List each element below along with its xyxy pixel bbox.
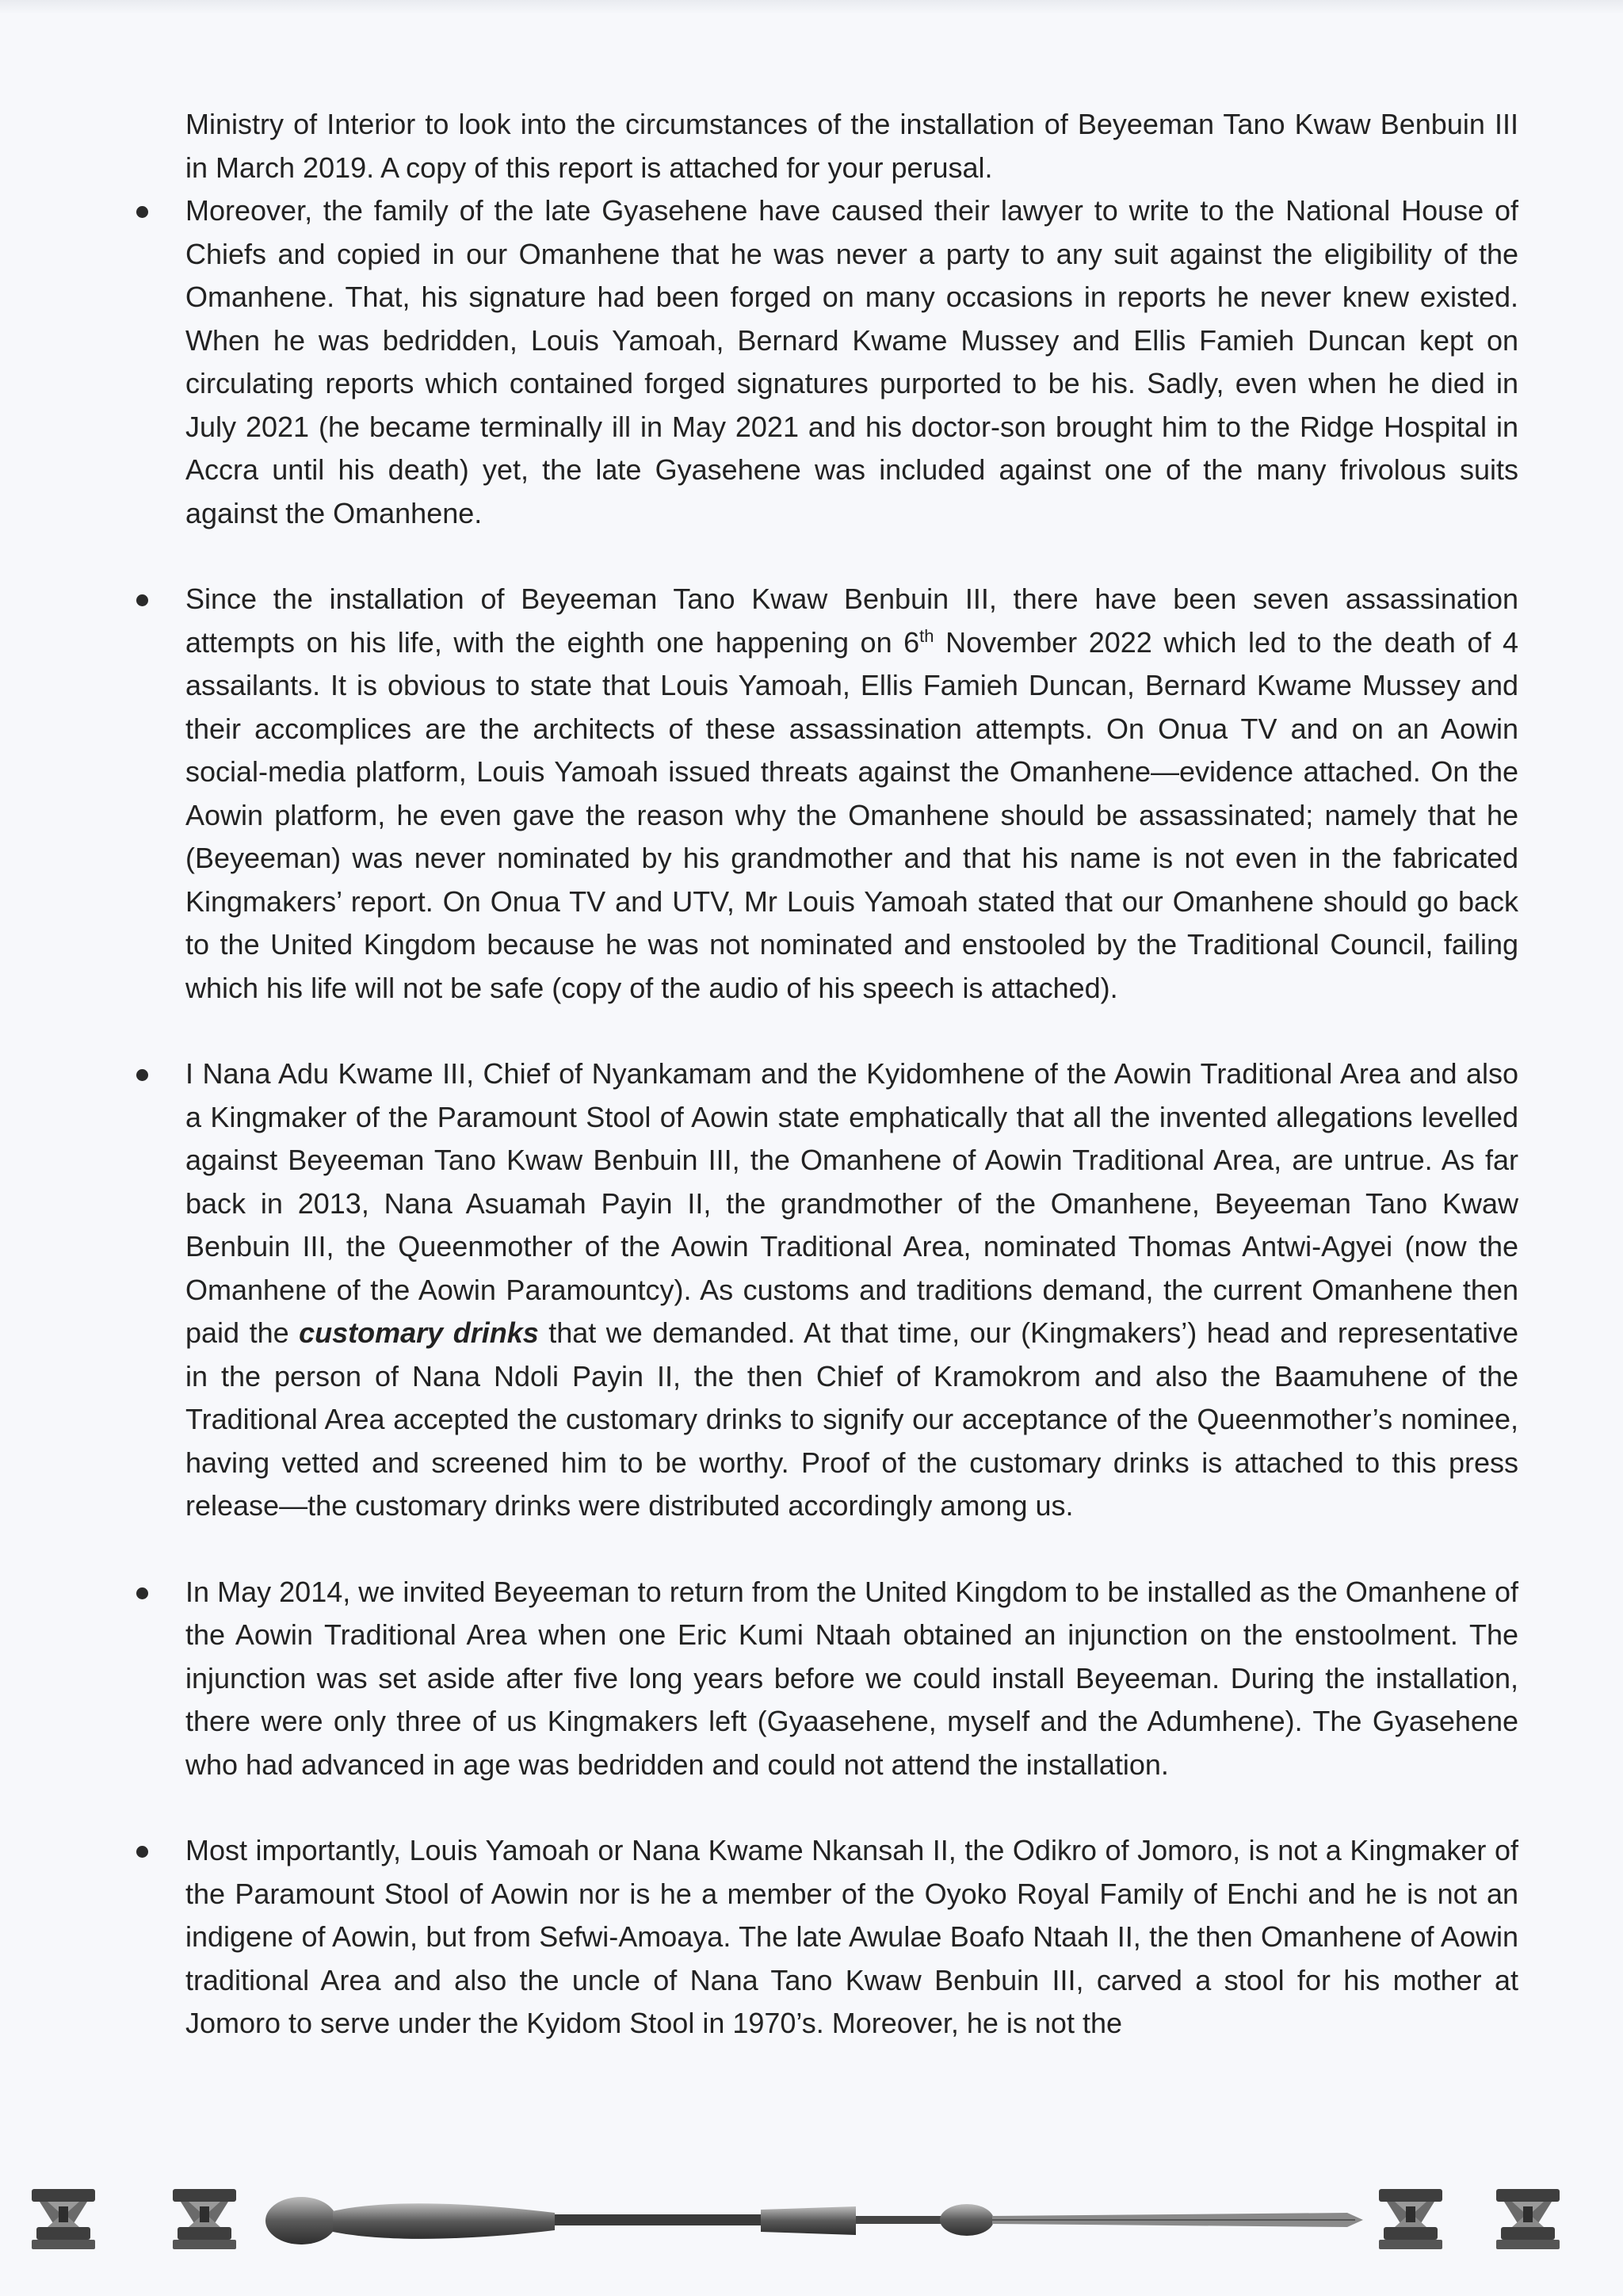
bullet-paragraph <box>185 1052 1518 1528</box>
bullet-item-2 <box>185 578 1518 1010</box>
bullet-item-4 <box>185 1571 1518 1787</box>
emphasis-text: customary drinks <box>299 1316 539 1349</box>
bullet-paragraph: Most importantly, Louis Yamoah or Nana Kwame Nkansah II, the Odikro of Jomoro, is not a Kingmaker of the Paramount Stool of Aowin nor is he a member of the Oyoko Royal Family of Enchi and he is not an indigene of Aowin, but from Sefwi-Amoaya. The late Awulae Boafo Ntaah II, the then Omanhene of Aowin traditional Area and also the uncle of Nana Tano Kwaw Benbuin III, carved a stool for his mother at Jomoro to serve under the Kyidom Stool in 1970’s. Moreover, he is not the <box>185 1834 1518 2039</box>
intro-paragraph: Ministry of Interior to look into the circumstances of the installation of Beyeeman Tano Kwaw Benbuin III in March 2019. A copy of this report is attached for your perusal. <box>185 108 1518 184</box>
bullet-marker <box>136 594 148 606</box>
bullet-text-end: November 2022 which led to the death of 4 assailants. It is obvious to state that Louis Yamoah, Ellis Famieh Duncan, Bernard Kwame Mussey and their accomplices are the architects of these assassination attempts. On Onua TV and on an Aowin social-media platform, Louis Yamoah issued threats against the Omanhene—evidence attached. On the Aowin platform, he even gave the reason why the Omanhene should be assassinated; namely that he (Beyeeman) was never nominated by his grandmother and that his name is not even in the fabricated Kingmakers’ report. On Onua TV and UTV, Mr Louis Yamoah stated that our Omanhene should go back to the United Kingdom because he was not nominated and enstooled by the Traditional Council, failing which his life will not be safe (copy of the audio of his speech is attached). <box>185 625 1518 1004</box>
bullet-marker <box>136 1069 148 1081</box>
bullet-marker <box>136 1846 148 1858</box>
bullet-paragraph <box>185 578 1518 1010</box>
bullet-text-start: I Nana Adu Kwame III, Chief of Nyankamam and the Kyidomhene of the Aowin Traditional Area and also a Kingmaker of the Paramount Stool of Aowin state emphatically that all the invented allegations levelled against Beyeeman Tano Kwaw Benbuin III, the Omanhene of Aowin Traditional Area, are untrue. As far back in 2013, Nana Asuamah Payin II, the grandmother of the Omanhene, Beyeeman Tano Kwaw Benbuin III, the Queenmother of the Aowin Traditional Area, nominated Thomas Antwi-Agyei (now the Omanhene of the Aowin Paramountcy). As customs and traditions demand, the current Omanhene then paid the <box>185 1057 1518 1349</box>
bullet-item-5 <box>185 1829 1518 2046</box>
stool-icon <box>1379 2189 1442 2249</box>
stool-icon <box>32 2189 95 2249</box>
bullet-paragraph: Moreover, the family of the late Gyasehene have caused their lawyer to write to the National House of Chiefs and copied in our Omanhene that he was never a party to any suit against the eligibility of the Omanhene. That, his signature had been forged on many occasions in reports he never knew existed. When he was bedridden, Louis Yamoah, Bernard Kwame Mussey and Ellis Famieh Duncan kept on circulating reports which contained forged signatures purported to be his. Sadly, even when he died in July 2021 (he became terminally ill in May 2021 and his doctor-son brought him to the Ridge Hospital in Accra until his death) yet, the late Gyasehene was included against one of the many frivolous suits against the Omanhene. <box>185 194 1518 529</box>
document-body <box>185 103 1518 2046</box>
stool-icon <box>1496 2189 1560 2249</box>
bullet-text-end: that we demanded. At that time, our (Kingmakers’) head and representative in the person of Nana Ndoli Payin II, the then Chief of Kramokrom and also the Baamuhene of the Traditional Area accepted the customary drinks to signify our acceptance of the Queenmother’s nominee, having vetted and screened him to be worthy. Proof of the customary drinks is attached to this press release—the customary drinks were distributed accordingly among us. <box>185 1316 1518 1522</box>
bullet-item-1 <box>185 189 1518 535</box>
footer-ornament <box>32 2172 1591 2267</box>
bullet-item-3 <box>185 1052 1518 1528</box>
sword-icon <box>265 2197 1363 2244</box>
bullet-marker <box>136 206 148 218</box>
stool-icon <box>173 2189 236 2249</box>
ordinal-suffix: th <box>919 625 934 646</box>
bullet-paragraph: In May 2014, we invited Beyeeman to return from the United Kingdom to be installed as the Omanhene of the Aowin Traditional Area when one Eric Kumi Ntaah obtained an injunction on the enstoolment. The injunction was set aside after five long years before we could install Beyeeman. During the installation, there were only three of us Kingmakers left (Gyaasehene, myself and the Adumhene). The Gyasehene who had advanced in age was bedridden and could not attend the installation. <box>185 1575 1518 1781</box>
bullet-text-start: Since the installation of Beyeeman Tano Kwaw Benbuin III, there have been seven assassination attempts on his life, with the eighth one happening on 6 <box>185 583 1518 659</box>
bullet-marker <box>136 1587 148 1599</box>
